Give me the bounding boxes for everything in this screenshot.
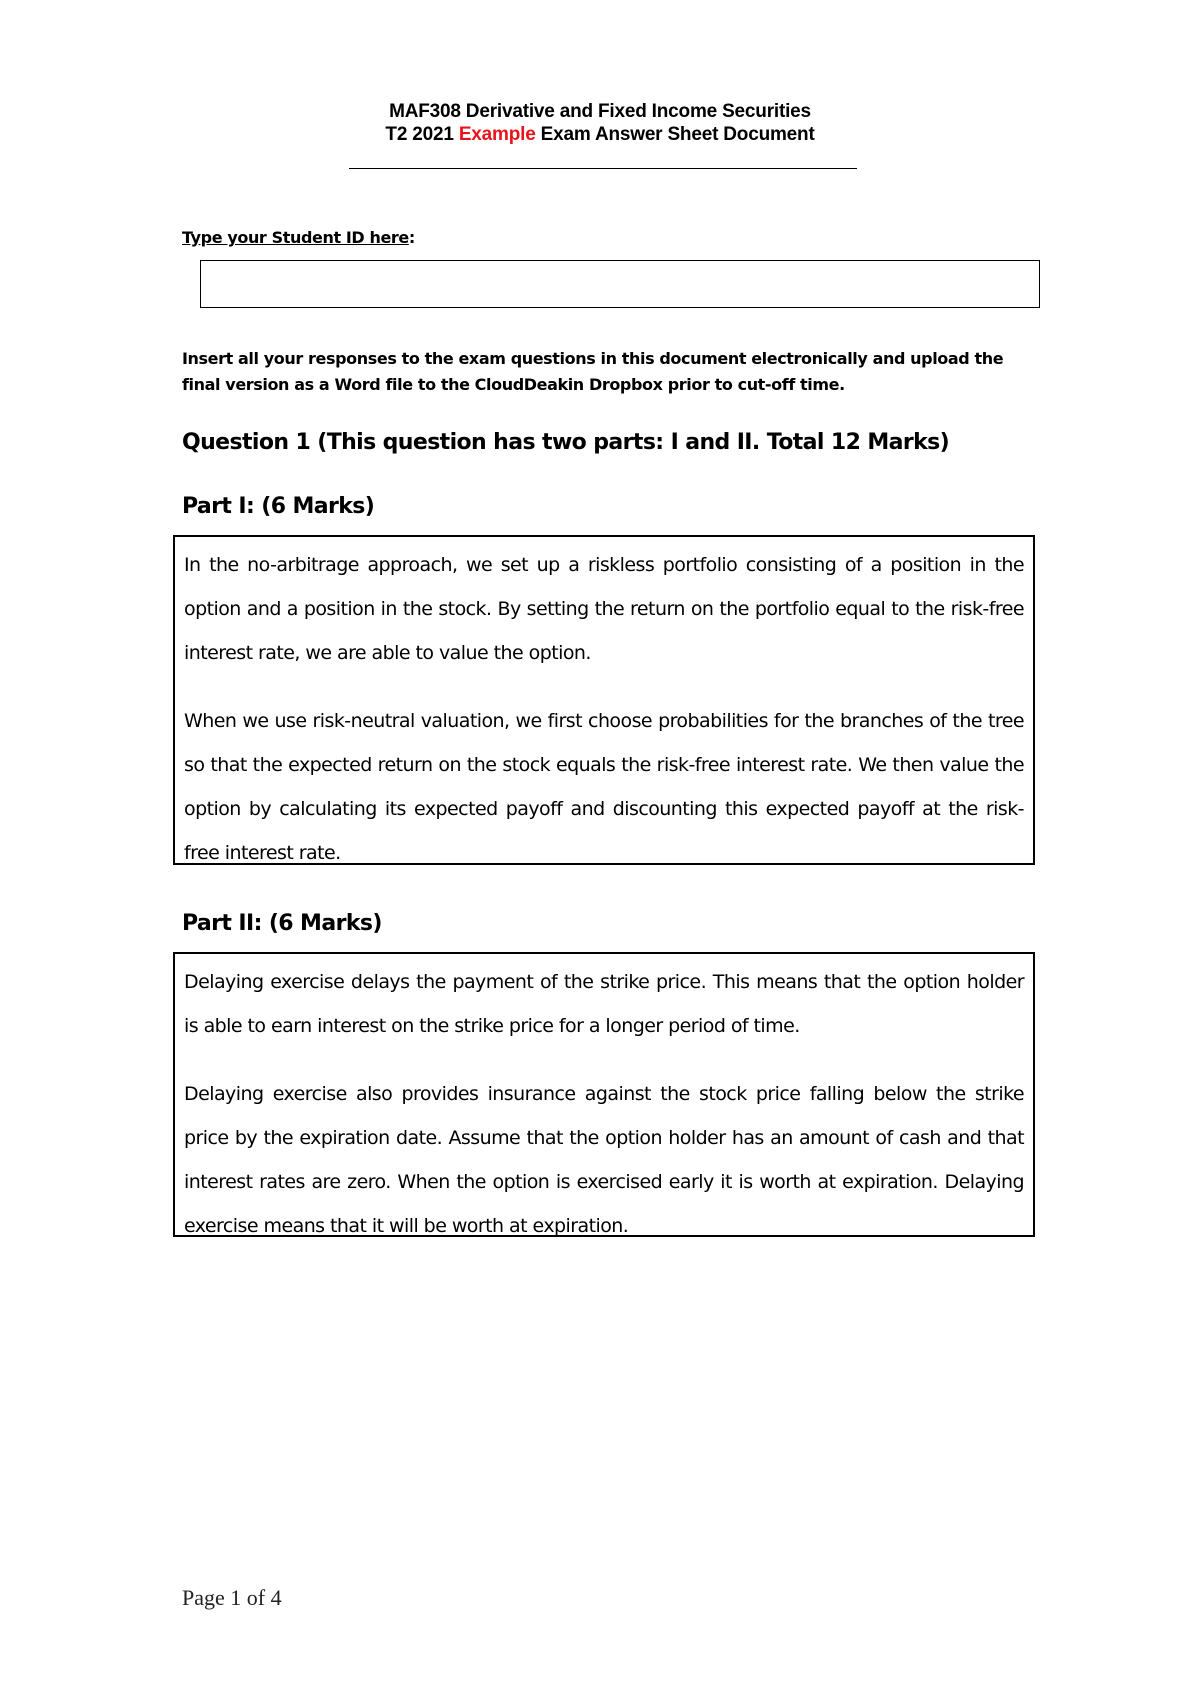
part-1-answer-box[interactable] [173, 535, 1035, 865]
student-id-label [182, 228, 415, 247]
part-2-answer-box[interactable] [173, 952, 1035, 1237]
part-1-paragraph-1: In the no-arbitrage approach, we set up a riskless portfolio consisting of a position in the option and a position in the stock. By setting the return on the portfolio equal to the risk-free interest rate, we are able to value the option. [184, 554, 1024, 664]
subtitle-suffix: Exam Answer Sheet Document [535, 124, 815, 145]
header-divider [349, 168, 857, 169]
instruction-text: Insert all your responses to the exam questions in this document electronically and upload the final version as a Word file to the CloudDeakin Dropbox prior to cut-off time. [182, 349, 1004, 394]
student-id-label-colon: : [408, 228, 415, 247]
document-subtitle [0, 123, 1200, 147]
subtitle-prefix: T2 2021 [385, 124, 459, 145]
part-2-paragraph-1: Delaying exercise delays the payment of the strike price. This means that the option holder is able to earn interest on the strike price for a longer period of time. [184, 971, 1024, 1037]
question-1-title: Question 1 (This question has two parts: I and II. Total 12 Marks) [182, 430, 950, 455]
page-number: Page 1 of 4 [182, 1585, 282, 1610]
part-1-title: Part I: (6 Marks) [182, 494, 375, 519]
student-id-input[interactable] [200, 260, 1040, 308]
part-2-paragraph-2: Delaying exercise also provides insurance against the stock price falling below the strike price by the expiration date. Assume that the option holder has an amount of cash and that interest rates are zero. When the option is exercised early it is worth at expiration. Delaying exercise means that it will be worth at expiration. [184, 1083, 1024, 1237]
subtitle-highlight: Example [458, 124, 536, 145]
part-1-paragraph-2: When we use risk-neutral valuation, we first choose probabilities for the branches of the tree so that the expected return on the stock equals the risk-free interest rate. We then value the option by calculating its expected payoff and discounting this expected payoff at the risk-free interest rate. [184, 710, 1024, 864]
document-title: MAF308 Derivative and Fixed Income Securities [389, 101, 811, 122]
part-2-title: Part II: (6 Marks) [182, 911, 382, 936]
student-id-label-text: Type your Student ID here [182, 228, 409, 247]
